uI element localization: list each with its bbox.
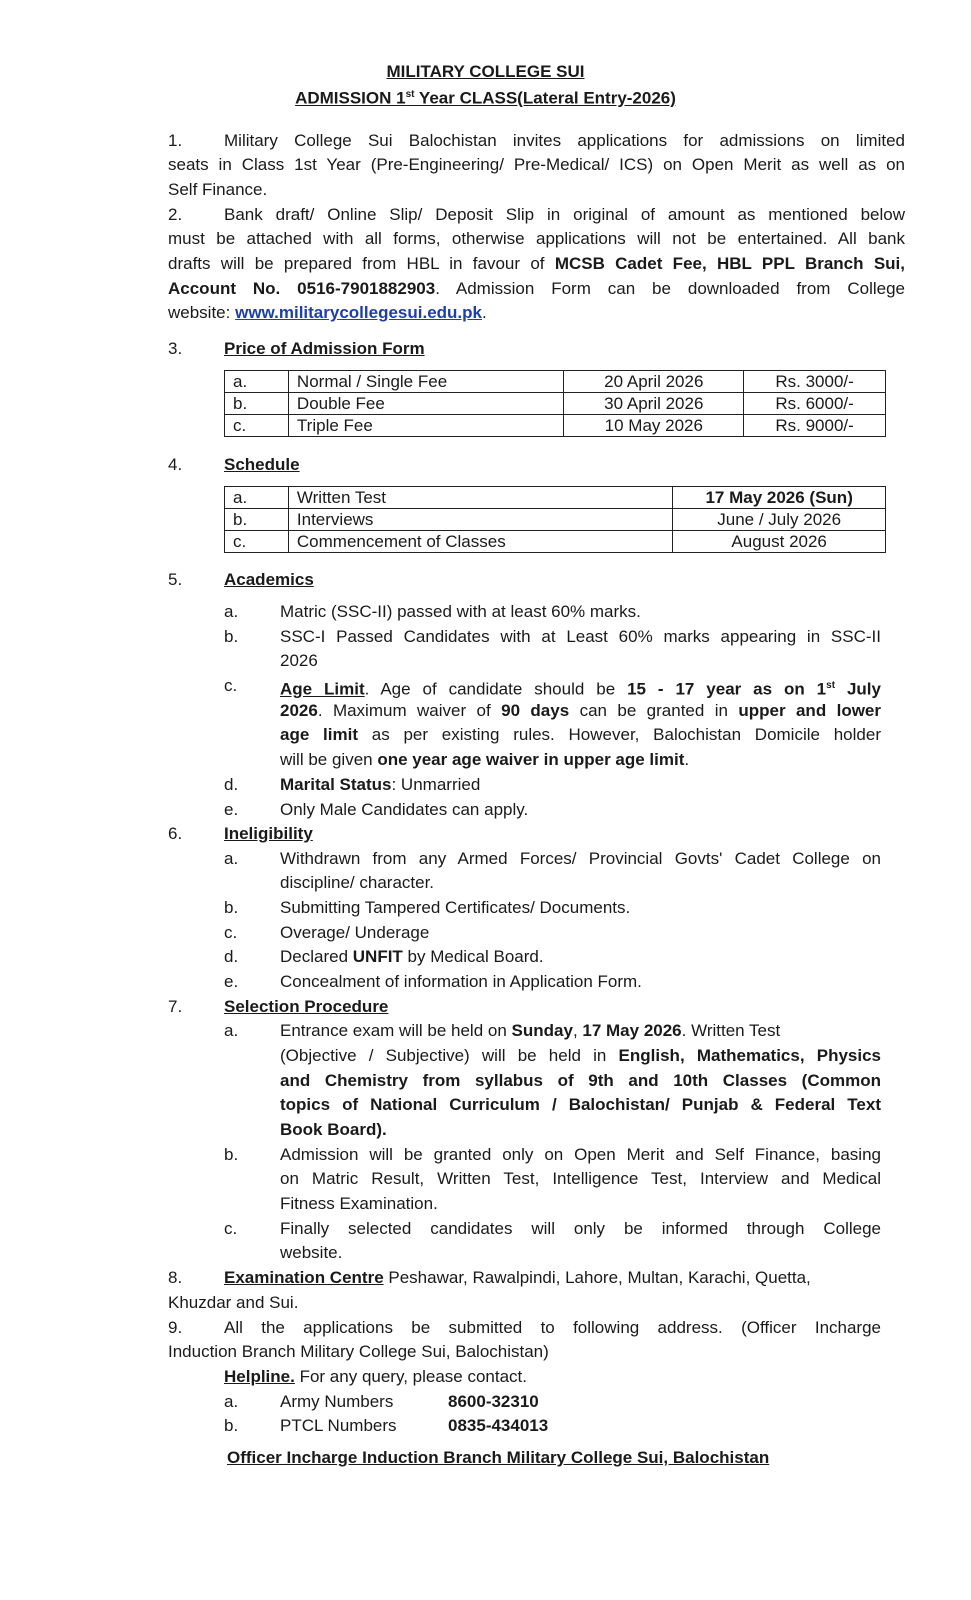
- text-run: age limit: [280, 725, 358, 744]
- marital-status-label: Marital Status: [280, 775, 392, 794]
- schedule-event: Interviews: [288, 509, 672, 531]
- text-run: can be granted in: [569, 701, 739, 720]
- academics-heading: Academics: [224, 570, 314, 589]
- document-subtitle: [0, 84, 971, 110]
- para2-text: . Admission Form can be downloaded from College: [435, 279, 905, 298]
- section-number: 4.: [168, 455, 183, 474]
- ineligibility-item: Overage/ Underage: [280, 923, 430, 942]
- text-run: (Objective / Subjective) will be held in: [280, 1046, 619, 1065]
- ptcl-number: 0835-434013: [448, 1416, 549, 1435]
- table-row: [225, 509, 886, 531]
- table-row: [225, 415, 886, 437]
- item-index: e.: [224, 972, 239, 991]
- age-limit-line: [280, 674, 881, 702]
- marital-status: [280, 773, 480, 797]
- row-index: a.: [225, 371, 289, 393]
- text-run: as per existing rules. However, Balochistan Domicile holder: [358, 725, 881, 744]
- ineligibility-item: Submitting Tampered Certificates/ Documents.: [280, 898, 631, 917]
- schedule-event: Commencement of Classes: [288, 531, 672, 553]
- punctuation: .: [684, 750, 690, 769]
- item-index: a.: [224, 1021, 239, 1040]
- text-run: Declared: [280, 947, 353, 966]
- para1-line: Self Finance.: [168, 180, 268, 199]
- row-index: b.: [225, 393, 289, 415]
- fee-date: 20 April 2026: [564, 371, 744, 393]
- helpline-line: [224, 1365, 527, 1389]
- academics-item: 2026: [280, 651, 318, 670]
- signature-block: Officer Incharge Induction Branch Military College Sui, Balochistan: [227, 1448, 770, 1467]
- ineligibility-item: Withdrawn from any Armed Forces/ Provincial Govts' Cadet College on: [280, 849, 881, 868]
- para2-text: drafts will be prepared from HBL in favour of: [168, 254, 555, 273]
- subtitle-suffix: Year CLASS(Lateral Entry-2026): [414, 88, 676, 108]
- text-run: upper and lower: [738, 701, 881, 720]
- helpline-label: Army Numbers: [280, 1392, 394, 1411]
- item-index: a.: [224, 1392, 239, 1411]
- age-limit-line: [280, 723, 881, 747]
- text-run: Entrance exam will be held on: [280, 1021, 512, 1040]
- text-run: will be given: [280, 750, 378, 769]
- waiver-days: 90 days: [501, 701, 570, 720]
- text-run: July: [835, 679, 881, 699]
- selection-heading: Selection Procedure: [224, 997, 389, 1016]
- exam-day: Sunday: [511, 1021, 573, 1040]
- para2-line: [168, 252, 905, 276]
- helpline-label: PTCL Numbers: [280, 1416, 397, 1435]
- fee-type: Normal / Single Fee: [288, 371, 564, 393]
- row-index: a.: [225, 487, 289, 509]
- item-index: d.: [224, 947, 239, 966]
- item-index: c.: [224, 1219, 238, 1238]
- item-index: b.: [224, 627, 239, 646]
- para-number: 1.: [168, 131, 183, 150]
- item-index: d.: [224, 775, 239, 794]
- academics-item: Matric (SSC-II) passed with at least 60% marks.: [280, 602, 641, 621]
- helpline-label: Helpline.: [224, 1367, 295, 1386]
- subtitle-superscript: st: [405, 89, 415, 100]
- schedule-table: [224, 486, 886, 553]
- selection-item: [280, 1044, 881, 1068]
- age-limit-line: [280, 699, 881, 723]
- item-index: c.: [224, 923, 238, 942]
- item-index: e.: [224, 800, 239, 819]
- item-index: c.: [224, 676, 238, 695]
- item-index: b.: [224, 1416, 239, 1435]
- fee-amount: Rs. 6000/-: [744, 393, 886, 415]
- fee-amount: Rs. 9000/-: [744, 415, 886, 437]
- ineligibility-item: discipline/ character.: [280, 873, 435, 892]
- text-run: . Age of candidate should be: [364, 679, 628, 699]
- table-row: [225, 531, 886, 553]
- fee-date: 10 May 2026: [564, 415, 744, 437]
- section-number: 9.: [168, 1318, 183, 1337]
- selection-item: Book Board).: [280, 1120, 387, 1139]
- para2-line: must be attached with all forms, otherwise applications will not be entertained. All bank: [168, 229, 905, 248]
- age-limit-label: Age Limit: [280, 679, 365, 699]
- ineligibility-heading: Ineligibility: [224, 824, 313, 843]
- fee-type: Triple Fee: [288, 415, 564, 437]
- fee-type: Double Fee: [288, 393, 564, 415]
- bank-payee: MCSB Cadet Fee, HBL PPL Branch Sui,: [554, 254, 905, 273]
- para1-line: seats in Class 1st Year (Pre-Engineering/ Pre-Medical/ ICS) on Open Merit as well as on: [168, 155, 905, 174]
- fee-amount: Rs. 3000/-: [744, 371, 886, 393]
- table-row: [225, 487, 886, 509]
- account-number: Account No. 0516-7901882903: [168, 279, 436, 298]
- section-number: 8.: [168, 1268, 183, 1287]
- section-number: 3.: [168, 339, 183, 358]
- selection-item: Admission will be granted only on Open Merit and Self Finance, basing: [280, 1145, 881, 1164]
- schedule-heading: Schedule: [224, 455, 300, 474]
- helpline-text: For any query, please contact.: [294, 1367, 527, 1386]
- section-number: 5.: [168, 570, 183, 589]
- exam-centre-line: Khuzdar and Sui.: [168, 1293, 299, 1312]
- selection-item: and Chemistry from syllabus of 9th and 10th Classes (Common: [280, 1071, 881, 1090]
- para2-line: [168, 277, 905, 301]
- section-number: 7.: [168, 997, 183, 1016]
- section-number: 6.: [168, 824, 183, 843]
- submission-line: Induction Branch Military College Sui, Balochistan): [168, 1342, 549, 1361]
- website-label: website:: [168, 303, 236, 322]
- age-range: 15 - 17 year as on 1: [627, 679, 827, 699]
- academics-item: SSC-I Passed Candidates with at Least 60% marks appearing in SSC-II: [280, 627, 881, 646]
- para2-line: Bank draft/ Online Slip/ Deposit Slip in original of amount as mentioned below: [224, 205, 905, 224]
- unfit-label: UNFIT: [352, 947, 403, 966]
- para-number: 2.: [168, 205, 183, 224]
- schedule-date: 17 May 2026 (Sun): [673, 487, 886, 509]
- ineligibility-item: [280, 945, 544, 969]
- subtitle-prefix: ADMISSION 1: [295, 88, 406, 108]
- selection-item: Finally selected candidates will only be informed through College: [280, 1219, 881, 1238]
- age-limit-line: [280, 748, 689, 772]
- item-index: b.: [224, 1145, 239, 1164]
- academics-item: Only Male Candidates can apply.: [280, 800, 529, 819]
- text-run: . Maximum waiver of: [317, 701, 502, 720]
- marital-status-value: : Unmarried: [391, 775, 481, 794]
- table-row: [225, 371, 886, 393]
- schedule-date: June / July 2026: [673, 509, 886, 531]
- selection-item: [280, 1019, 780, 1043]
- schedule-event: Written Test: [288, 487, 672, 509]
- schedule-date: August 2026: [673, 531, 886, 553]
- text-run: one year age waiver in upper age limit: [377, 750, 685, 769]
- text-run: 2026: [280, 701, 318, 720]
- army-number: 8600-32310: [448, 1392, 539, 1411]
- selection-item: on Matric Result, Written Test, Intelligence Test, Interview and Medical: [280, 1169, 881, 1188]
- fee-date: 30 April 2026: [564, 393, 744, 415]
- para1-line: Military College Sui Balochistan invites applications for admissions on limited: [224, 131, 905, 150]
- superscript: st: [826, 680, 836, 691]
- row-index: c.: [225, 415, 289, 437]
- website-link[interactable]: www.militarycollegesui.edu.pk: [235, 303, 482, 322]
- row-index: c.: [225, 531, 289, 553]
- selection-item: topics of National Curriculum / Balochistan/ Punjab & Federal Text: [280, 1095, 881, 1114]
- item-index: a.: [224, 849, 239, 868]
- text-run: ,: [572, 1021, 583, 1040]
- item-index: a.: [224, 602, 239, 621]
- selection-item: website.: [280, 1243, 343, 1262]
- punctuation: .: [481, 303, 487, 322]
- table-row: [225, 393, 886, 415]
- exam-centre-line: [224, 1266, 811, 1290]
- exam-centres: Peshawar, Rawalpindi, Lahore, Multan, Karachi, Quetta,: [383, 1268, 811, 1287]
- submission-line: All the applications be submitted to following address. (Officer Incharge: [224, 1318, 881, 1337]
- item-index: b.: [224, 898, 239, 917]
- price-table: [224, 370, 886, 437]
- text-run: by Medical Board.: [402, 947, 544, 966]
- price-heading: Price of Admission Form: [224, 339, 425, 358]
- text-run: . Written Test: [681, 1021, 781, 1040]
- ineligibility-item: Concealment of information in Application Form.: [280, 972, 642, 991]
- row-index: b.: [225, 509, 289, 531]
- document-title: MILITARY COLLEGE SUI: [386, 62, 585, 81]
- exam-centre-label: Examination Centre: [224, 1268, 384, 1287]
- para2-line: [168, 301, 487, 325]
- exam-date: 17 May 2026: [582, 1021, 682, 1040]
- selection-item: Fitness Examination.: [280, 1194, 438, 1213]
- subjects: English, Mathematics, Physics: [618, 1046, 882, 1065]
